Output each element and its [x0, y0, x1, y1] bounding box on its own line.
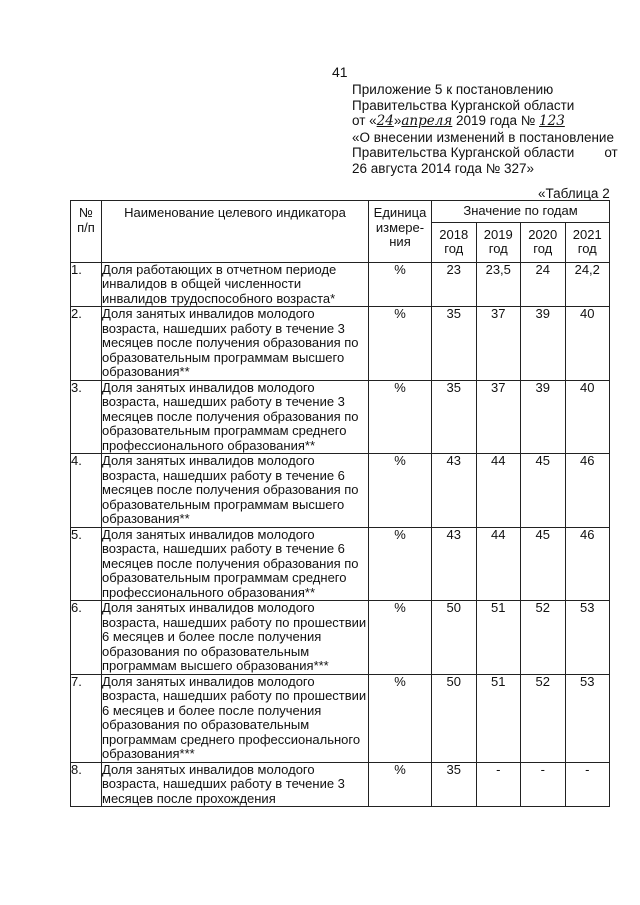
value-cell: 39 — [521, 380, 566, 454]
indicator-name: Доля занятых инвалидов молодого возраста, нашедших работу в течение 3 месяцев после получения образования по образовательным программам высшего образования** — [102, 307, 369, 381]
unit-cell: % — [369, 674, 432, 762]
header-values-group: Значение по годам — [432, 201, 610, 223]
value-cell: 52 — [521, 601, 566, 675]
header-year: 2019 года № — [452, 113, 540, 128]
row-number: 4. — [71, 454, 102, 528]
value-cell: 53 — [565, 674, 610, 762]
header-year-2021: 2021 год — [565, 222, 610, 262]
document-header — [352, 82, 622, 176]
header-name: Наименование целевого индикатора — [102, 201, 369, 263]
value-cell: 45 — [521, 454, 566, 528]
row-number: 3. — [71, 380, 102, 454]
value-cell: 35 — [432, 380, 477, 454]
value-cell: 43 — [432, 527, 477, 601]
value-cell: 23,5 — [476, 262, 521, 307]
header-year-2018: 2018 год — [432, 222, 477, 262]
row-number: 2. — [71, 307, 102, 381]
indicator-name: Доля занятых инвалидов молодого возраста, нашедших работу в течение 3 месяцев после получения образования по образовательным программам среднего профессионального образования** — [102, 380, 369, 454]
unit-cell: % — [369, 762, 432, 807]
header-year-2020: 2020 год — [521, 222, 566, 262]
value-cell: 44 — [476, 527, 521, 601]
table-row — [71, 307, 610, 381]
row-number: 1. — [71, 262, 102, 307]
value-cell: 44 — [476, 454, 521, 528]
table-row — [71, 601, 610, 675]
indicator-name: Доля занятых инвалидов молодого возраста, нашедших работу в течение 3 месяцев после прохождения — [102, 762, 369, 807]
table-row — [71, 262, 610, 307]
header-unit: Единица измере-ния — [369, 201, 432, 263]
header-line-5: Правительства Курганской области от — [352, 145, 618, 160]
table-caption: «Таблица 2 — [538, 186, 610, 201]
indicator-name: Доля работающих в отчетном периоде инвалидов в общей численности инвалидов трудоспособного возраста* — [102, 262, 369, 307]
table-row — [71, 527, 610, 601]
value-cell: 50 — [432, 674, 477, 762]
value-cell: 37 — [476, 307, 521, 381]
value-cell: 51 — [476, 601, 521, 675]
value-cell: 40 — [565, 307, 610, 381]
header-date-quote: » — [393, 113, 402, 128]
header-date-prefix: от « — [352, 113, 377, 128]
unit-cell: % — [369, 454, 432, 528]
table-row — [71, 674, 610, 762]
row-number: 7. — [71, 674, 102, 762]
handwritten-day: 24 — [376, 113, 394, 129]
header-line-1: Приложение 5 к постановлению — [352, 82, 554, 97]
table-row — [71, 454, 610, 528]
header-line-4: «О внесении изменений в постановление — [352, 129, 614, 145]
value-cell: 39 — [521, 307, 566, 381]
value-cell: 46 — [565, 527, 610, 601]
unit-cell: % — [369, 262, 432, 307]
header-line-2: Правительства Курганской области — [352, 97, 575, 113]
value-cell: 24 — [521, 262, 566, 307]
indicator-name: Доля занятых инвалидов молодого возраста, нашедших работу в течение 6 месяцев после получения образования по образовательным программам высшего образования** — [102, 454, 369, 528]
row-number: 6. — [71, 601, 102, 675]
handwritten-month: апреля — [401, 113, 453, 129]
handwritten-number: 123 — [539, 113, 565, 129]
page-number: 41 — [332, 64, 348, 80]
row-number: 5. — [71, 527, 102, 601]
value-cell: 51 — [476, 674, 521, 762]
table-row — [71, 762, 610, 807]
indicator-name: Доля занятых инвалидов молодого возраста, нашедших работу по прошествии 6 месяцев и более после получения образования по образовательным программам среднего профессионального образования*** — [102, 674, 369, 762]
value-cell: 45 — [521, 527, 566, 601]
value-cell: - — [565, 762, 610, 807]
row-number: 8. — [71, 762, 102, 807]
header-line-3 — [352, 113, 622, 130]
header-year-2019: 2019 год — [476, 222, 521, 262]
value-cell: 35 — [432, 307, 477, 381]
unit-cell: % — [369, 527, 432, 601]
value-cell: - — [476, 762, 521, 807]
header-line-6: 26 августа 2014 года № 327» — [352, 160, 535, 176]
value-cell: - — [521, 762, 566, 807]
header-no: № п/п — [71, 201, 102, 263]
value-cell: 37 — [476, 380, 521, 454]
value-cell: 46 — [565, 454, 610, 528]
value-cell: 52 — [521, 674, 566, 762]
table-row — [71, 380, 610, 454]
value-cell: 35 — [432, 762, 477, 807]
unit-cell: % — [369, 307, 432, 381]
value-cell: 43 — [432, 454, 477, 528]
indicators-table — [70, 200, 610, 807]
unit-cell: % — [369, 380, 432, 454]
value-cell: 23 — [432, 262, 477, 307]
indicator-name: Доля занятых инвалидов молодого возраста, нашедших работу в течение 6 месяцев после получения образования по образовательным программам среднего профессионального образования** — [102, 527, 369, 601]
unit-cell: % — [369, 601, 432, 675]
value-cell: 50 — [432, 601, 477, 675]
value-cell: 24,2 — [565, 262, 610, 307]
value-cell: 40 — [565, 380, 610, 454]
value-cell: 53 — [565, 601, 610, 675]
indicator-name: Доля занятых инвалидов молодого возраста, нашедших работу по прошествии 6 месяцев и более после получения образования по образовательным программам высшего образования*** — [102, 601, 369, 675]
